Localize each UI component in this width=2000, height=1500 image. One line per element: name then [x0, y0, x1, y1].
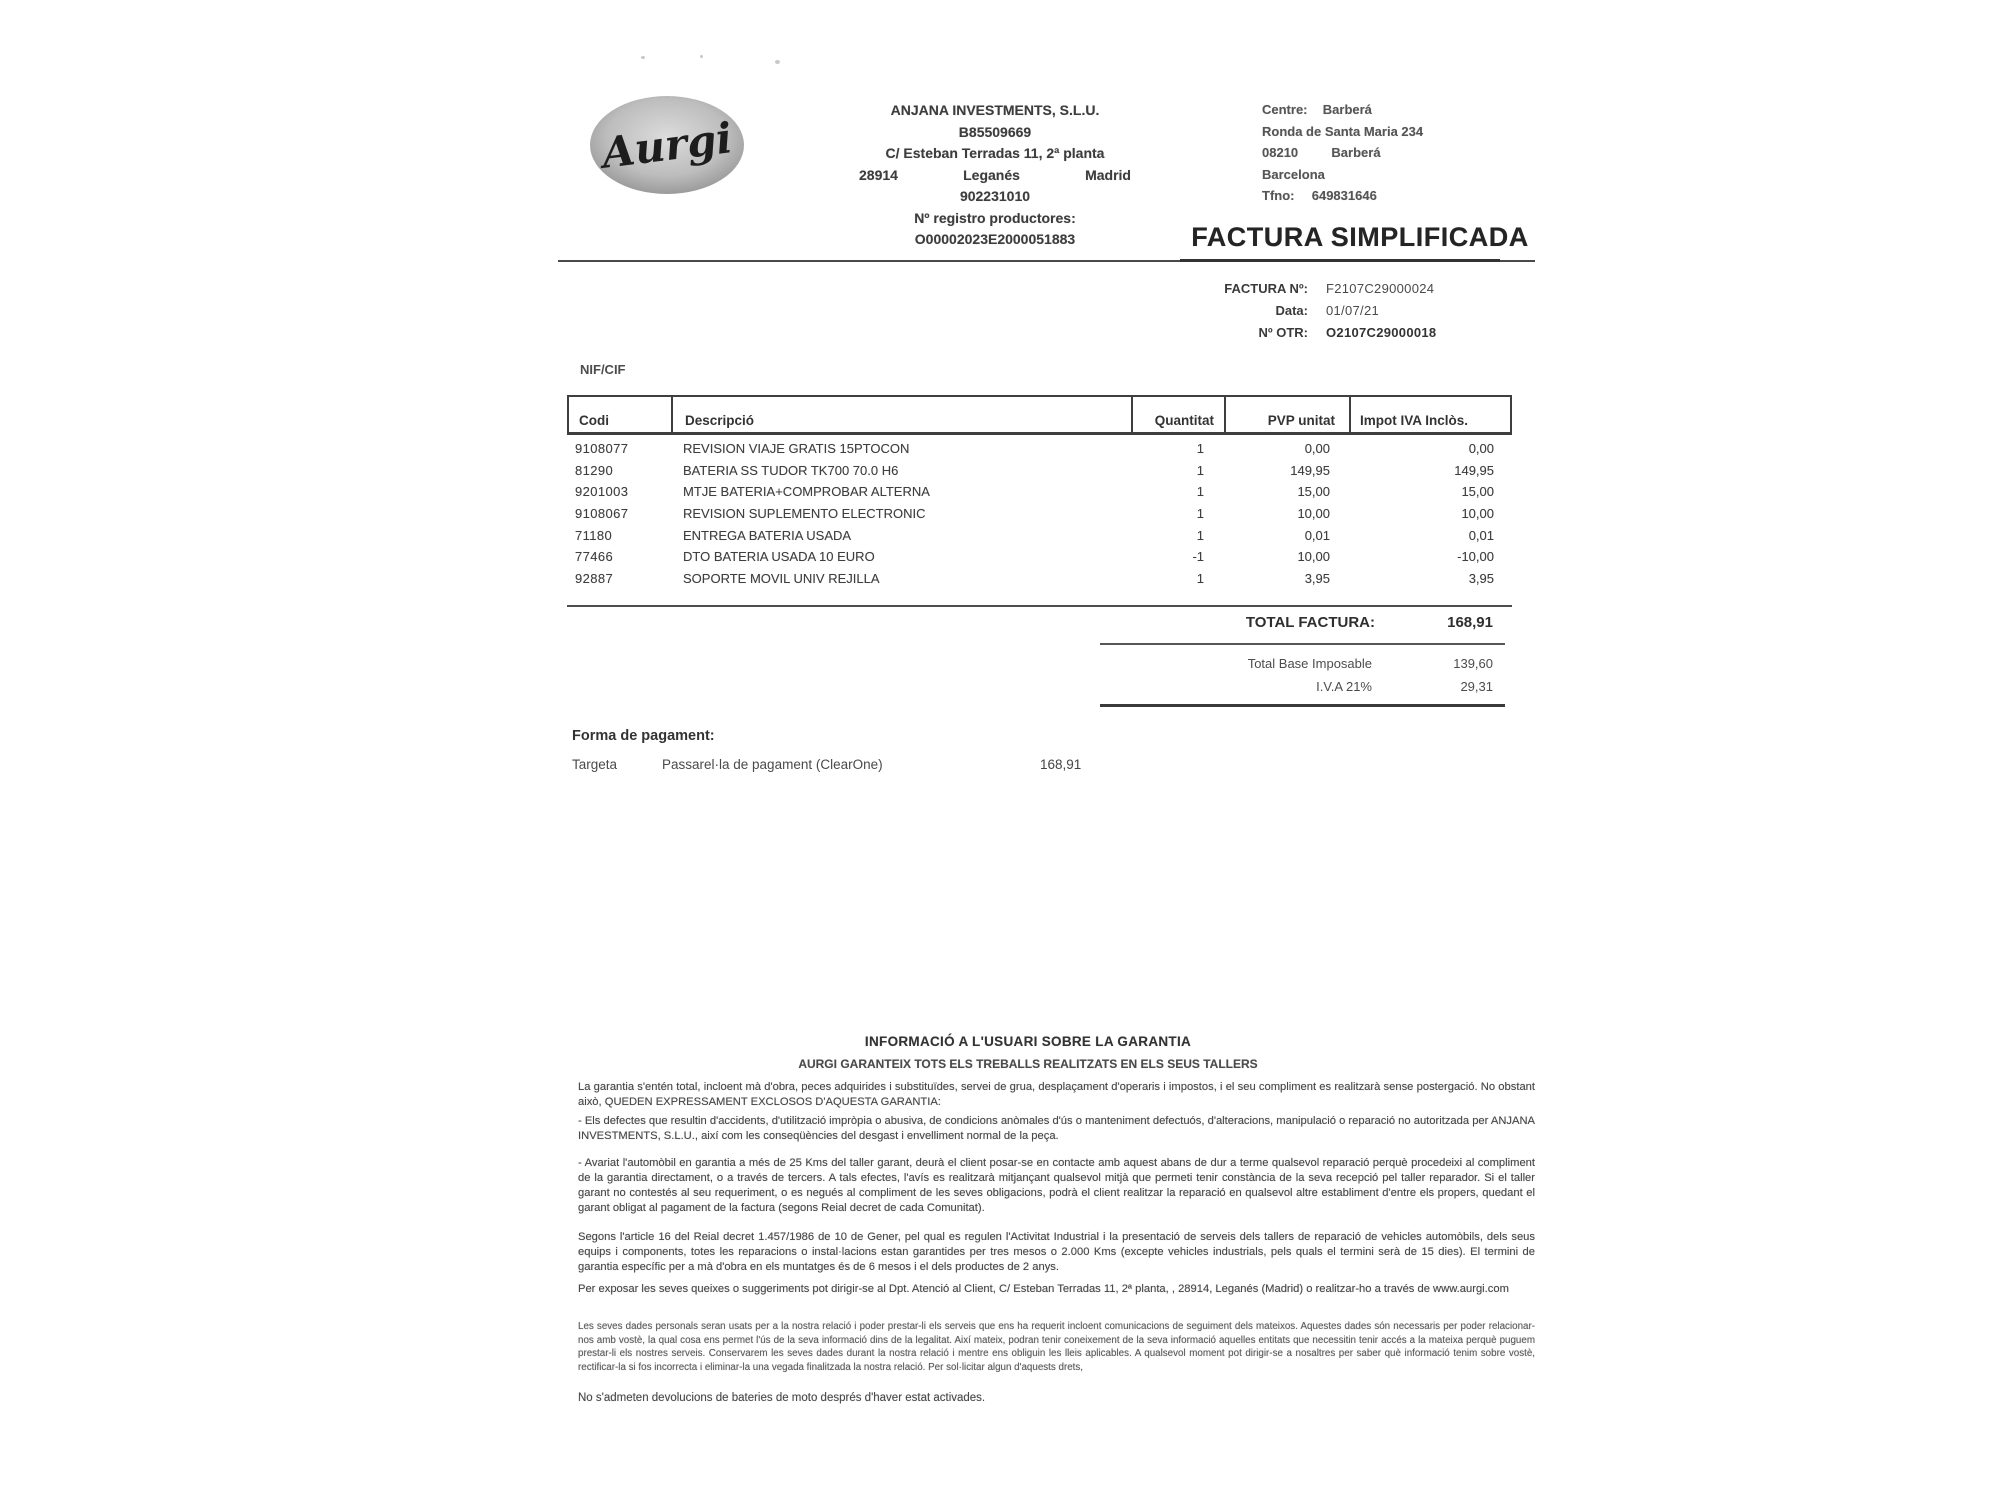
- base-imposable-value: 139,60: [1453, 656, 1493, 671]
- privacy-paragraph: Les seves dades personals seran usats per a la nostra relació i poder prestar-li els serveis que ens ha requerit incloent comunicacions de seguiment dels mateixos. Aquestes dades són necessaris per poder relacionar-nos amb vostè, la qual cosa ens permet l'ús de la seva informació dins de la legalitat. Així mateix, podran tenir coneixement de la seva informació aquelles entitats que necessitin tenir accés a la mateixa perquè puguem prestar-li els nostres serveis. Conservarem les seves dades durant la nostra relació i mentre ens obliguin les lleis aplicables. A qualsevol moment pot dirigir-se a nosaltres per saber què informació tenim sobre vostè, rectificar-la si fos incorrecta i eliminar-la una vegada finalitzada la nostra relació. Per sol·licitar algun d'aquests drets,: [578, 1321, 1535, 1373]
- cell-descripcio: REVISION SUPLEMENTO ELECTRONIC: [683, 506, 926, 522]
- column-header-impot: Impot IVA Inclòs.: [1349, 397, 1508, 432]
- table-row: [567, 441, 1512, 463]
- centre-phone: 649831646: [1311, 188, 1377, 203]
- aurgi-logo: [586, 92, 748, 198]
- cell-impot: 10,00: [1461, 506, 1494, 522]
- cell-pvp: 10,00: [1297, 549, 1330, 565]
- cell-quantitat: 1: [1196, 506, 1204, 522]
- cell-quantitat: 1: [1196, 441, 1204, 456]
- cell-pvp: 0,00: [1304, 441, 1330, 456]
- producer-registry-value: O00002023E2000051883: [914, 231, 1076, 247]
- column-header-quantitat: Quantitat: [1131, 397, 1224, 432]
- centre-city: Barberá: [1331, 145, 1381, 160]
- cell-descripcio: REVISION VIAJE GRATIS 15PTOCON: [683, 441, 910, 456]
- supplier-city: Leganés: [963, 166, 1020, 183]
- cell-quantitat: 1: [1196, 527, 1204, 543]
- table-header-row: [567, 395, 1512, 435]
- aurgi-logo-image: [586, 92, 748, 198]
- centre-name-line: [1262, 99, 1423, 121]
- table-body: [567, 435, 1512, 593]
- cell-descripcio: DTO BATERIA USADA 10 EURO: [683, 549, 875, 565]
- supplier-province: Madrid: [1085, 166, 1131, 183]
- table-row: [567, 506, 1512, 528]
- logo-wordmark: Aurgi: [599, 113, 735, 178]
- items-table: [567, 395, 1512, 593]
- scan-artifact: [775, 60, 780, 64]
- base-imposable-label: Total Base Imposable: [1247, 656, 1372, 671]
- iva-row: [1100, 679, 1505, 694]
- invoice-date-row: [1140, 299, 1470, 321]
- total-factura-value: 168,91: [1447, 614, 1493, 631]
- cell-codi: 9108077: [575, 441, 629, 456]
- cell-codi: 81290: [575, 462, 614, 478]
- cell-quantitat: 1: [1196, 484, 1204, 500]
- nif-cif-label: NIF/CIF: [580, 362, 626, 377]
- totals-rule: [1100, 643, 1505, 645]
- cell-pvp: 15,00: [1297, 484, 1330, 500]
- totals-bottom-rule: [1100, 704, 1505, 707]
- cell-impot: 15,00: [1461, 484, 1494, 500]
- column-header-descripcio: Descripció: [671, 397, 1131, 432]
- cell-impot: -10,00: [1457, 549, 1494, 565]
- scan-artifact: [700, 55, 703, 58]
- centre-phone-label: Tfno:: [1262, 188, 1295, 203]
- warranty-paragraph: Segons l'article 16 del Reial decret 1.457/1986 de 10 de Gener, pel qual es regulen l'Activitat Industrial i la presentació de serveis dels tallers de reparació de vehicles automòbils, dels seus equips i components, totes les reparacions o instal·lacions estan garantides per tres mesos o 2.000 Kms (excepte vehicles industrials, pels quals el termini serà de 15 dies). El termini de garantia específic per a mà d'obra en els muntatges és de 6 mesos i el dels productes de 2 anys.: [578, 1231, 1535, 1273]
- iva-value: 29,31: [1460, 679, 1493, 694]
- cell-impot: 0,00: [1468, 441, 1494, 456]
- table-row: [567, 549, 1512, 571]
- warranty-title: INFORMACIÓ A L'USUARI SOBRE LA GARANTIA: [864, 1034, 1192, 1049]
- cell-pvp: 3,95: [1304, 571, 1330, 587]
- cell-codi: 9201003: [575, 484, 629, 500]
- invoice-number-row: [1140, 277, 1470, 299]
- cell-pvp: 149,95: [1290, 462, 1330, 478]
- centre-province: Barcelona: [1262, 166, 1325, 182]
- cell-impot: 149,95: [1454, 462, 1494, 478]
- cell-impot: 0,01: [1468, 527, 1494, 543]
- cell-codi: 9108067: [575, 506, 629, 522]
- payment-amount: 168,91: [1040, 757, 1082, 772]
- total-factura-row: [1100, 614, 1505, 631]
- table-row: [567, 484, 1512, 506]
- cell-impot: 3,95: [1468, 571, 1494, 587]
- invoice-date-value: 01/07/21: [1326, 302, 1380, 318]
- payment-method: Targeta: [572, 757, 618, 772]
- column-header-codi: Codi: [579, 413, 609, 428]
- table-row: [567, 463, 1512, 485]
- cell-quantitat: 1: [1196, 571, 1204, 587]
- warranty-paragraph: Per exposar les seves queixes o suggeriments pot dirigir-se al Dpt. Atenció al Client, C/ Esteban Terradas 11, 2ª planta, , 28914, Leganés (Madrid) o realitzar-ho a través de www.aurgi.com: [578, 1283, 1509, 1295]
- cell-quantitat: 1: [1196, 462, 1204, 478]
- invoice-otr-value: O2107C29000018: [1326, 324, 1437, 340]
- cell-descripcio: ENTREGA BATERIA USADA: [683, 527, 852, 543]
- invoice-otr-row: [1140, 321, 1470, 343]
- cell-codi: 92887: [575, 571, 614, 587]
- payment-heading: Forma de pagament:: [572, 728, 715, 744]
- centre-city-line: [1262, 142, 1423, 164]
- battery-return-note: No s'admeten devolucions de bateries de moto després d'haver estat activades.: [578, 1392, 986, 1404]
- warranty-subtitle: AURGI GARANTEIX TOTS ELS TREBALLS REALITZATS EN ELS SEUS TALLERS: [798, 1057, 1258, 1071]
- warranty-paragraph: La garantia s'entén total, incloent mà d'obra, peces adquirides i substituïdes, servei de grua, desplaçament d'operaris i impostos, i el seu compliment es realitzarà sense postergació. No obstant això, QUEDEN EXPRESSAMENT EXCLOSOS D'AQUESTA GARANTIA:: [578, 1081, 1535, 1108]
- cell-pvp: 0,01: [1304, 527, 1330, 543]
- centre-address: Ronda de Santa Maria 234: [1262, 123, 1424, 139]
- warranty-paragraph: - Avariat l'automòbil en garantia a més de 25 Kms del taller garant, deurà el client posar-se en contacte amb aquest abans de dur a terme qualsevol reparació perquè procedeixi al compliment de la garantia directament, o a través de tercers. A tals efectes, l'avís es realitzarà mitjançant qualsevol mitjà que permeti tenir constància de la seva recepció pel taller reparador. Si el taller garant no contestés al seu requeriment, o es negués al compliment de les seves obligacions, podrà el client realitzar la reparació en qualsevol altre establiment d'entre els propers, quedant el garant obligat al pagament de la factura (segons Reial decret de cada Comunitat).: [578, 1157, 1535, 1214]
- invoice-number-value: F2107C29000024: [1326, 280, 1435, 296]
- cell-descripcio: BATERIA SS TUDOR TK700 70.0 H6: [683, 462, 899, 478]
- title-underline: [1180, 259, 1500, 262]
- warranty-paragraph: - Els defectes que resultin d'accidents, d'utilització impròpia o abusiva, de condicions anòmales d'ús o manteniment defectuós, d'alteracions, manipulació o reparació no autoritzada per ANJANA INVESTMENTS, S.L.U., així com les conseqüències del desgast i envelliment normal de la peça.: [578, 1115, 1535, 1142]
- payment-gateway: Passarel·la de pagament (ClearOne): [662, 757, 883, 772]
- supplier-phone: 902231010: [959, 188, 1031, 204]
- table-row: [567, 528, 1512, 550]
- producer-registry-label: Nº registro productores:: [914, 209, 1076, 226]
- base-imposable-row: [1100, 656, 1505, 671]
- invoice-number-label: FACTURA Nº:: [1224, 280, 1308, 296]
- invoice-date-label: Data:: [1275, 302, 1308, 318]
- supplier-block: [845, 100, 1145, 251]
- cell-descripcio: MTJE BATERIA+COMPROBAR ALTERNA: [683, 484, 930, 500]
- cell-codi: 77466: [575, 549, 614, 565]
- scan-artifact: [641, 56, 645, 59]
- cell-pvp: 10,00: [1297, 506, 1330, 522]
- document-title: FACTURA SIMPLIFICADA: [1191, 222, 1529, 252]
- centre-postal-code: 08210: [1262, 145, 1299, 160]
- supplier-cif: B85509669: [958, 123, 1032, 140]
- centre-block: [1262, 99, 1423, 207]
- column-header-pvp: PVP unitat: [1224, 397, 1349, 432]
- cell-descripcio: SOPORTE MOVIL UNIV REJILLA: [683, 571, 880, 587]
- centre-phone-line: [1262, 185, 1423, 207]
- table-bottom-rule: [567, 605, 1512, 607]
- table-row: [567, 571, 1512, 593]
- supplier-name: ANJANA INVESTMENTS, S.L.U.: [890, 102, 1100, 118]
- supplier-postal-code: 28914: [859, 166, 898, 183]
- invoice-meta: [1140, 277, 1470, 343]
- invoice-otr-label: Nº OTR:: [1258, 324, 1308, 340]
- total-factura-label: TOTAL FACTURA:: [1245, 614, 1375, 631]
- centre-name: Barberá: [1322, 102, 1372, 117]
- cell-codi: 71180: [575, 527, 613, 543]
- cell-quantitat: -1: [1192, 549, 1204, 565]
- centre-label: Centre:: [1262, 102, 1308, 117]
- supplier-address: C/ Esteban Terradas 11, 2ª planta: [885, 145, 1105, 161]
- supplier-city-line: [845, 165, 1145, 187]
- iva-label: I.V.A 21%: [1316, 679, 1372, 694]
